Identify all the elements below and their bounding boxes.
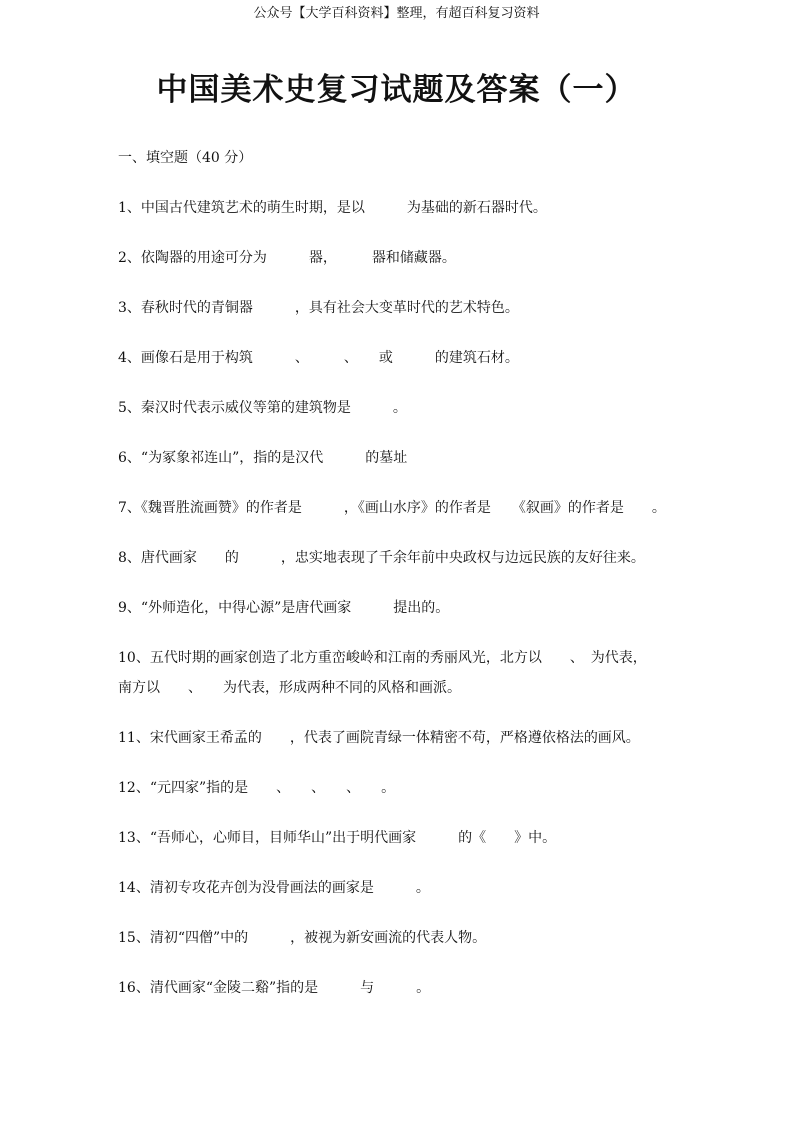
- question-11: 11、宋代画家王希孟的 ，代表了画院青绿一体精密不苟，严格遵依格法的画风。: [118, 730, 640, 746]
- question-10-line-2: 南方以 、 为代表，形成两种不同的风格和画派。: [118, 680, 461, 696]
- question-13: 13、“吾师心，心师目，目师华山”出于明代画家 的《 》中。: [118, 830, 557, 846]
- question-7: 7、《魏晋胜流画赞》的作者是 ，《画山水序》的作者是 《叙画》的作者是 。: [118, 500, 666, 516]
- question-5: 5、秦汉时代表示威仪等第的建筑物是 。: [118, 400, 407, 416]
- question-3: 3、春秋时代的青铜器 ，具有社会大变革时代的艺术特色。: [118, 300, 519, 316]
- question-15: 15、清初“四僧”中的 ，被视为新安画流的代表人物。: [118, 930, 487, 946]
- page-header-note: 公众号【大学百科资料】整理，有超百科复习资料: [253, 6, 540, 21]
- question-4: 4、画像石是用于构筑 、 、 或 的建筑石材。: [118, 350, 519, 366]
- question-9: 9、“外师造化，中得心源”是唐代画家 提出的。: [118, 600, 450, 616]
- question-14: 14、清初专攻花卉创为没骨画法的画家是 。: [118, 880, 430, 896]
- question-6: 6、“为冢象祁连山”，指的是汉代 的墓址: [118, 450, 408, 466]
- section-heading: 一、填空题（40 分）: [118, 150, 253, 166]
- document-title: 中国美术史复习试题及答案（一）: [156, 72, 637, 108]
- question-10-line-1: 10、五代时期的画家创造了北方重峦峻岭和江南的秀丽风光，北方以 、 为代表，: [118, 650, 647, 666]
- question-12: 12、“元四家”指的是 、 、 、 。: [118, 780, 396, 796]
- question-16: 16、清代画家“金陵二谿”指的是 与 。: [118, 980, 431, 996]
- question-2: 2、依陶器的用途可分为 器， 器和储藏器。: [118, 250, 456, 266]
- question-1: 1、中国古代建筑艺术的萌生时期，是以 为基础的新石器时代。: [118, 200, 547, 216]
- question-8: 8、唐代画家 的 ，忠实地表现了千余年前中央政权与边远民族的友好往来。: [118, 550, 645, 566]
